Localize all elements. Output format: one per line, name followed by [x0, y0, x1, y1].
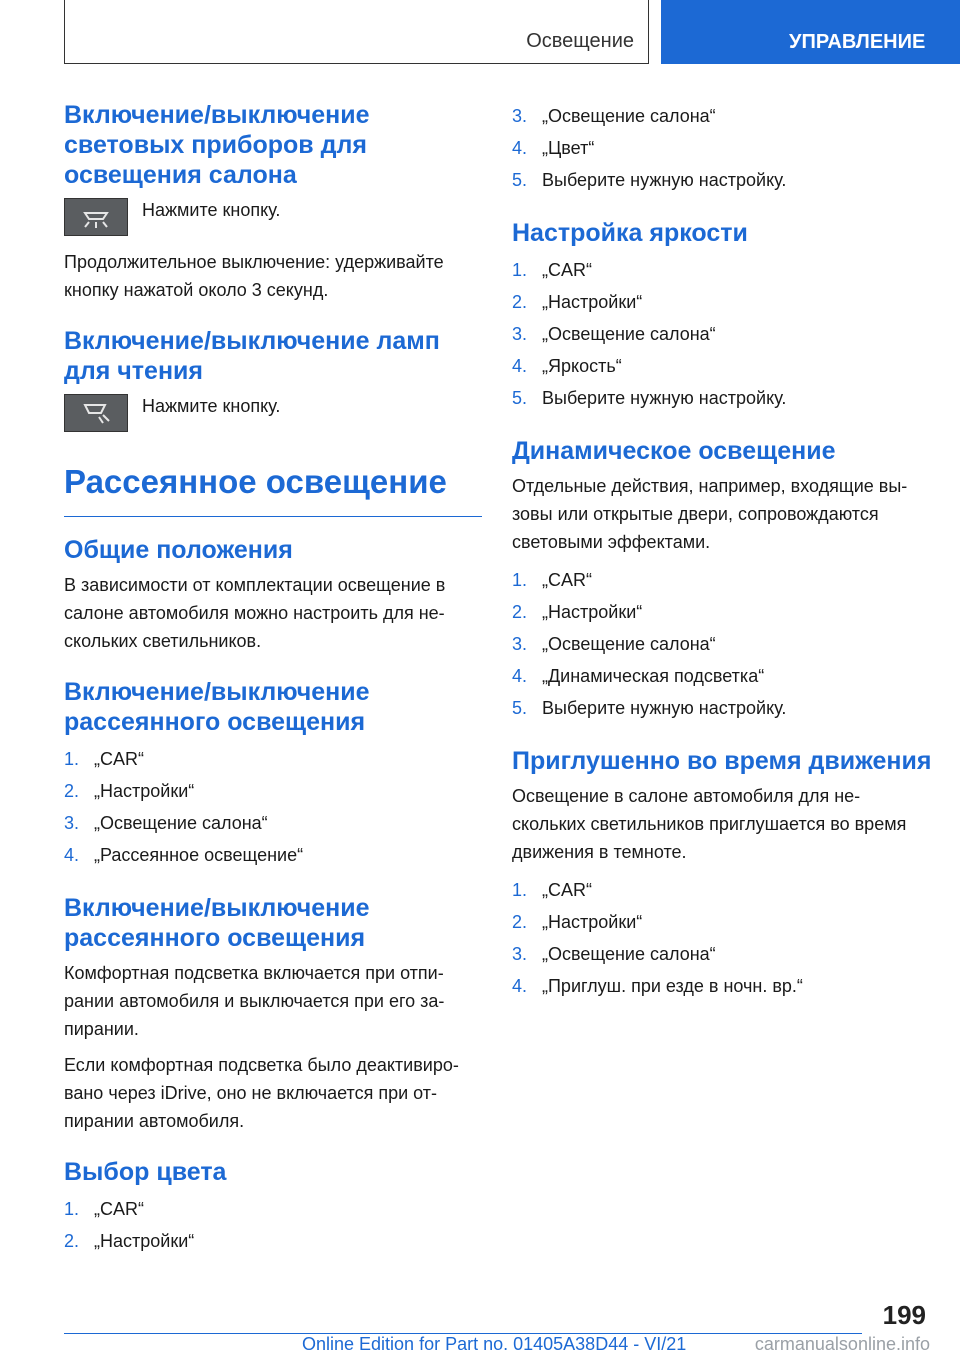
color-steps	[64, 1193, 482, 1257]
comfort-light-text-2: Если комфортная подсветка было деактивиро-вано через iDrive, оно не включается при от-пирании автомобиля.	[64, 1055, 459, 1131]
section-heading-general: Общие положения	[64, 536, 293, 564]
page-title: Рассеянное освещение	[64, 462, 482, 517]
brightness-steps	[512, 254, 932, 414]
interior-light-button-icon	[64, 198, 128, 236]
list-item: 5. Выберите нужную настройку.	[512, 388, 787, 408]
section-heading-ambient-toggle-2: Включение/выключение рассеянного освещения	[64, 894, 370, 952]
edition-text: Online Edition for Part no. 01405A38D44 - VI/21	[302, 1334, 687, 1354]
section-heading-interior-lights: Включение/выключение световых приборов для освещения салона	[64, 101, 370, 189]
press-button-text: Нажмите кнопку.	[142, 200, 281, 220]
section-heading-ambient-toggle: Включение/выключение рассеянного освещения	[64, 678, 370, 736]
list-item: 2. „Настройки“	[512, 292, 643, 312]
list-item: 1. „CAR“	[64, 749, 144, 769]
general-text: В зависимости от комплектации освещение в салоне автомобиля можно настроить для не-скольких светильников.	[64, 575, 446, 651]
list-item: 2. „Настройки“	[512, 912, 643, 932]
chapter-tab[interactable]	[661, 0, 960, 64]
list-item: 1. „CAR“	[512, 880, 592, 900]
list-item: 1. „CAR“	[512, 570, 592, 590]
list-item: 4. „Яркость“	[512, 356, 622, 376]
reading-light-instruction	[64, 392, 482, 432]
watermark: carmanualsonline.info	[754, 1334, 930, 1354]
list-item: 3. „Освещение салона“	[512, 106, 716, 126]
section-heading-color: Выбор цвета	[64, 1158, 227, 1186]
left-column	[64, 100, 482, 1265]
color-steps-continued	[512, 100, 932, 196]
list-item: 2. „Настройки“	[64, 1231, 195, 1251]
list-item: 4. „Рассеянное освещение“	[64, 845, 304, 865]
dimmed-driving-steps	[512, 874, 932, 1002]
right-column	[512, 100, 932, 1010]
dynamic-light-steps	[512, 564, 932, 724]
reading-light-button-icon	[64, 394, 128, 432]
comfort-light-text-1: Комфортная подсветка включается при отпи-рании автомобиля и выключается при его за-пирании.	[64, 963, 445, 1039]
interior-light-instruction	[64, 196, 482, 236]
header-section-title: Освещение	[526, 30, 634, 52]
list-item: 1. „CAR“	[64, 1199, 144, 1219]
list-item: 4. „Приглуш. при езде в ночн. вр.“	[512, 976, 803, 996]
ambient-toggle-steps	[64, 743, 482, 871]
list-item: 4. „Динамическая подсветка“	[512, 666, 765, 686]
list-item: 3. „Освещение салона“	[512, 634, 716, 654]
section-heading-reading-lights: Включение/выключение ламп для чтения	[64, 327, 440, 385]
list-item: 3. „Освещение салона“	[512, 944, 716, 964]
list-item: 5. Выберите нужную настройку.	[512, 698, 787, 718]
list-item: 2. „Настройки“	[64, 781, 195, 801]
dynamic-light-text: Отдельные действия, например, входящие вы-зовы или открытые двери, сопровождаются световыми эффектами.	[512, 476, 908, 552]
page-number: 199	[882, 1300, 926, 1330]
section-heading-brightness: Настройка яркости	[512, 219, 748, 247]
list-item: 5. Выберите нужную настройку.	[512, 170, 787, 190]
press-button-text-reading: Нажмите кнопку.	[142, 396, 281, 416]
section-heading-dynamic-light: Динамическое освещение	[512, 437, 836, 465]
list-item: 4. „Цвет“	[512, 138, 595, 158]
list-item: 1. „CAR“	[512, 260, 592, 280]
section-heading-dimmed-driving: Приглушенно во время движения	[512, 747, 932, 775]
long-press-note: Продолжительное выключение: удерживайте кнопку нажатой около 3 секунд.	[64, 252, 444, 300]
list-item: 3. „Освещение салона“	[64, 813, 268, 833]
chapter-tab-label: УПРАВЛЕНИЕ	[789, 31, 926, 53]
list-item: 2. „Настройки“	[512, 602, 643, 622]
header-section-box	[64, 0, 649, 64]
dimmed-driving-text: Освещение в салоне автомобиля для не-скольких светильников приглушается во время движения в темноте.	[512, 786, 907, 862]
list-item: 3. „Освещение салона“	[512, 324, 716, 344]
